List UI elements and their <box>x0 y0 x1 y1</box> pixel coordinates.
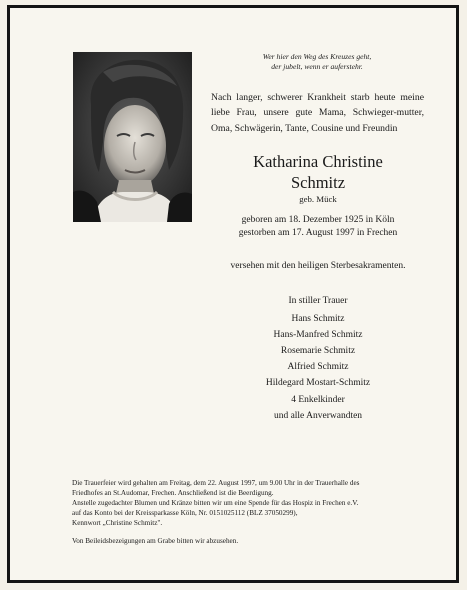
name-line-2: Schmitz <box>290 173 346 192</box>
footer-line: auf das Konto bei der Kreissparkasse Köln, Nr. 0151025112 (BLZ 37050299), <box>72 509 298 518</box>
death-date: gestorben am 17. August 1997 in Frechen <box>238 228 398 238</box>
mourner-name: Hans Schmitz <box>291 314 345 325</box>
intro-text: Nach langer, schwerer Krankheit starb heute meine liebe Frau, unsere gute Mama, Schwieger-mutter, Oma, Schwägerin, Tante, Cousine und Freundin <box>211 92 424 134</box>
funeral-details <box>72 478 432 547</box>
birth-name: geb. Mück <box>299 194 337 204</box>
motto-line-2: der jubelt, wenn er auferstehr. <box>271 62 363 71</box>
mourner-name: Hans-Manfred Schmitz <box>273 330 363 341</box>
motto-line-1: Wer hier den Weg des Kreuzes geht, <box>262 52 372 61</box>
mourner-name: Hildegard Mostart-Schmitz <box>265 378 371 389</box>
footer-line: Friedhofes an St.Audomar, Frechen. Anschließend ist die Beerdigung. <box>72 489 274 498</box>
mourner-name: 4 Enkelkinder <box>291 394 345 405</box>
obituary-card <box>7 5 459 583</box>
mourner-name: Rosemarie Schmitz <box>280 346 356 357</box>
deceased-name <box>210 151 426 193</box>
mourners-list <box>210 293 426 424</box>
sacraments-note: versehen mit den heiligen Sterbesakramenten. <box>230 261 406 271</box>
footer-line: Die Trauerfeier wird gehalten am Freitag, dem 22. August 1997, um 9.00 Uhr in der Trauerhalle des <box>72 479 360 487</box>
life-dates <box>210 214 426 240</box>
motto-verse <box>242 52 392 72</box>
mourners-lead: In stiller Trauer <box>288 296 348 306</box>
mourner-name: und alle Anverwandten <box>273 410 363 421</box>
portrait-image <box>73 52 192 222</box>
mourner-name: Alfried Schmitz <box>287 362 349 373</box>
footer-line: Kennwort „Christine Schmitz". <box>72 519 163 528</box>
footer-line: Anstelle zugedachter Blumen und Kränze bitten wir um eine Spende für das Hospiz in Frechen e.V. <box>72 499 359 508</box>
portrait-photo <box>73 52 192 222</box>
footer-closing: Von Beileidsbezeigungen am Grabe bitten wir abzusehen. <box>72 537 239 546</box>
name-line-1: Katharina Christine <box>253 152 383 171</box>
birth-date: geboren am 18. Dezember 1925 in Köln <box>241 215 395 225</box>
